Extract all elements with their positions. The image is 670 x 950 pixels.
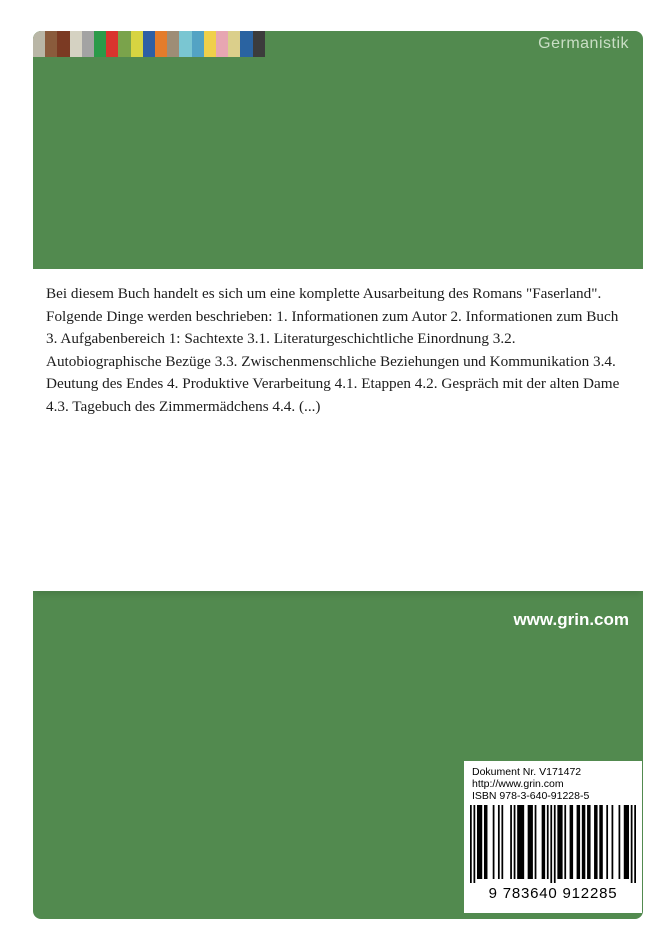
isbn-number: ISBN 978-3-640-91228-5: [472, 790, 590, 802]
barcode-bar: [510, 805, 512, 879]
color-stripe: [70, 31, 82, 57]
barcode-bar: [547, 805, 549, 879]
barcode-digits: 9 783640 912285: [488, 885, 618, 902]
color-stripe: [143, 31, 155, 57]
document-link: http://www.grin.com: [472, 778, 564, 790]
barcode-bar: [570, 805, 573, 879]
color-stripe: [106, 31, 118, 57]
barcode-bar: [554, 805, 556, 883]
color-stripe: [33, 31, 45, 57]
barcode-bar: [634, 805, 636, 883]
color-stripe: [118, 31, 130, 57]
color-stripe: [45, 31, 57, 57]
color-stripe: [228, 31, 240, 57]
color-stripe: [240, 31, 252, 57]
barcode-bar: [498, 805, 500, 879]
barcode-bar: [624, 805, 629, 879]
color-stripe: [192, 31, 204, 57]
barcode-bar: [557, 805, 562, 879]
barcode-bar: [501, 805, 503, 879]
color-stripe: [82, 31, 94, 57]
color-stripe: [167, 31, 179, 57]
barcode-bar: [484, 805, 487, 879]
color-stripe: [57, 31, 69, 57]
barcode-bar: [599, 805, 602, 879]
barcode-bar: [514, 805, 516, 879]
color-stripe: [253, 31, 265, 57]
barcode-bar: [577, 805, 580, 879]
document-number: Dokument Nr. V171472: [472, 766, 582, 778]
barcode-bar: [582, 805, 585, 879]
barcode-bar: [473, 805, 475, 883]
color-stripe: [94, 31, 106, 57]
barcode-bar: [612, 805, 614, 879]
barcode-bar: [528, 805, 533, 879]
barcode-bar: [470, 805, 472, 883]
book-description: Bei diesem Buch handelt es sich um eine komplette Ausarbeitung des Romans "Faserland". Folgende Dinge werden beschrieben: 1. Informationen zum Autor 2. Informationen zum Buch 3. Aufgabenbereich 1: Sachtexte 3.1. Literaturgeschichtliche Einordnung 3.2. Autobiographische Bezüge 3.3. Zwischenmenschliche Beziehungen und Kommunikation 3.4. Deutung des Endes 4. Produktive Verarbeitung 4.1. Etappen 4.2. Gespräch mit der alten Dame 4.3. Tagebuch des Zimmermädchens 4.4. (...): [46, 285, 620, 415]
barcode-bar: [517, 805, 524, 879]
barcode-bar: [550, 805, 552, 883]
color-stripe: [131, 31, 143, 57]
color-stripe: [155, 31, 167, 57]
color-stripe: [204, 31, 216, 57]
barcode-bar: [606, 805, 608, 879]
publisher-url: www.grin.com: [513, 610, 629, 629]
barcode-bar: [493, 805, 495, 879]
barcode-bar: [477, 805, 482, 879]
barcode-bar: [542, 805, 545, 879]
barcode-bar: [587, 805, 590, 879]
barcode-bar: [594, 805, 597, 879]
color-stripe-bar: [33, 31, 265, 57]
barcode-panel: [464, 761, 642, 913]
blurb-panel: [33, 269, 643, 591]
book-back-cover: [33, 31, 643, 919]
barcode-bar: [535, 805, 537, 879]
category-label: Germanistik: [538, 35, 629, 52]
color-stripe: [216, 31, 228, 57]
barcode: [470, 805, 636, 883]
barcode-bar: [619, 805, 621, 879]
barcode-bar: [631, 805, 633, 883]
document-info: [472, 766, 589, 802]
barcode-bar: [564, 805, 566, 879]
color-stripe: [179, 31, 191, 57]
